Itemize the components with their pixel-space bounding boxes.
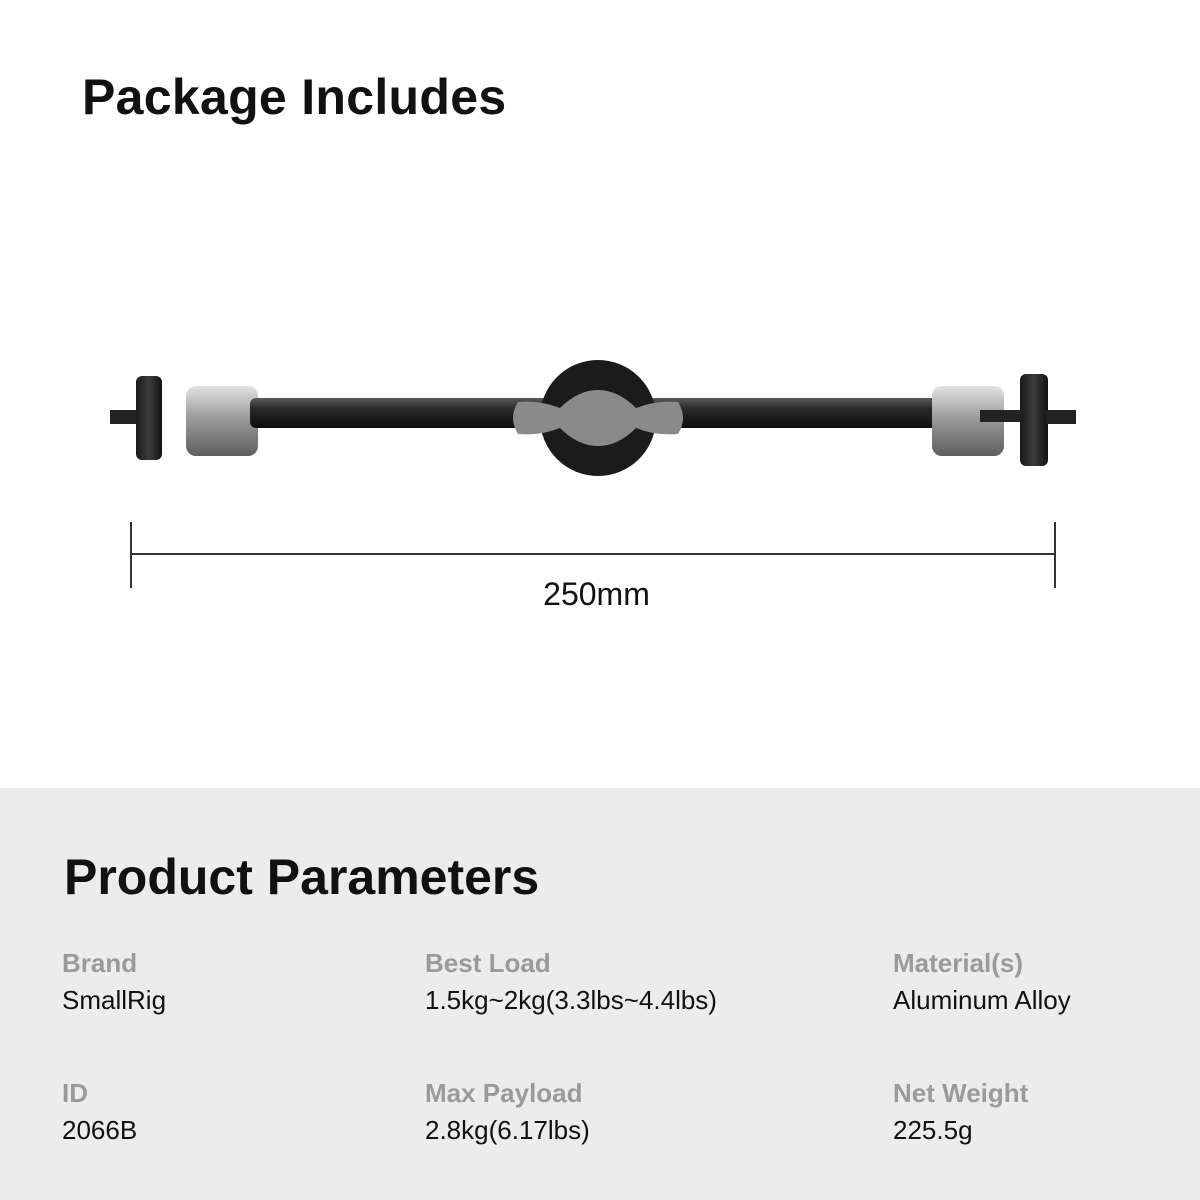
param-label: ID: [62, 1078, 88, 1108]
param-best-load: [425, 948, 717, 1016]
right-screw: [1046, 410, 1076, 424]
magic-arm-product-image: [100, 360, 1100, 480]
right-knob: [1020, 374, 1048, 466]
param-value: 1.5kg~2kg(3.3lbs~4.4lbs): [425, 985, 717, 1015]
param-label: Brand: [62, 948, 138, 978]
param-id: [62, 1078, 137, 1146]
parameters-section: [0, 788, 1200, 1200]
dimension-value: 250mm: [543, 576, 650, 612]
param-label: Max Payload: [425, 1078, 583, 1108]
param-net-weight: [893, 1078, 1028, 1146]
param-label: Material(s): [893, 948, 1024, 978]
param-value: Aluminum Alloy: [893, 985, 1071, 1015]
param-value: 2066B: [62, 1115, 138, 1145]
param-value: 225.5g: [893, 1115, 973, 1145]
param-value: SmallRig: [62, 985, 167, 1015]
param-max-payload: [425, 1078, 590, 1146]
param-brand: [62, 948, 166, 1016]
dimension-label: [0, 576, 1200, 613]
param-label: Net Weight: [893, 1078, 1029, 1108]
left-clamp: [186, 386, 258, 456]
left-knob: [136, 376, 162, 460]
param-material: [893, 948, 1071, 1016]
param-label: Best Load: [425, 948, 551, 978]
package-title: Package Includes: [82, 69, 507, 125]
param-value: 2.8kg(6.17lbs): [425, 1115, 590, 1145]
parameters-title: Product Parameters: [64, 849, 540, 905]
left-screw: [110, 410, 140, 424]
